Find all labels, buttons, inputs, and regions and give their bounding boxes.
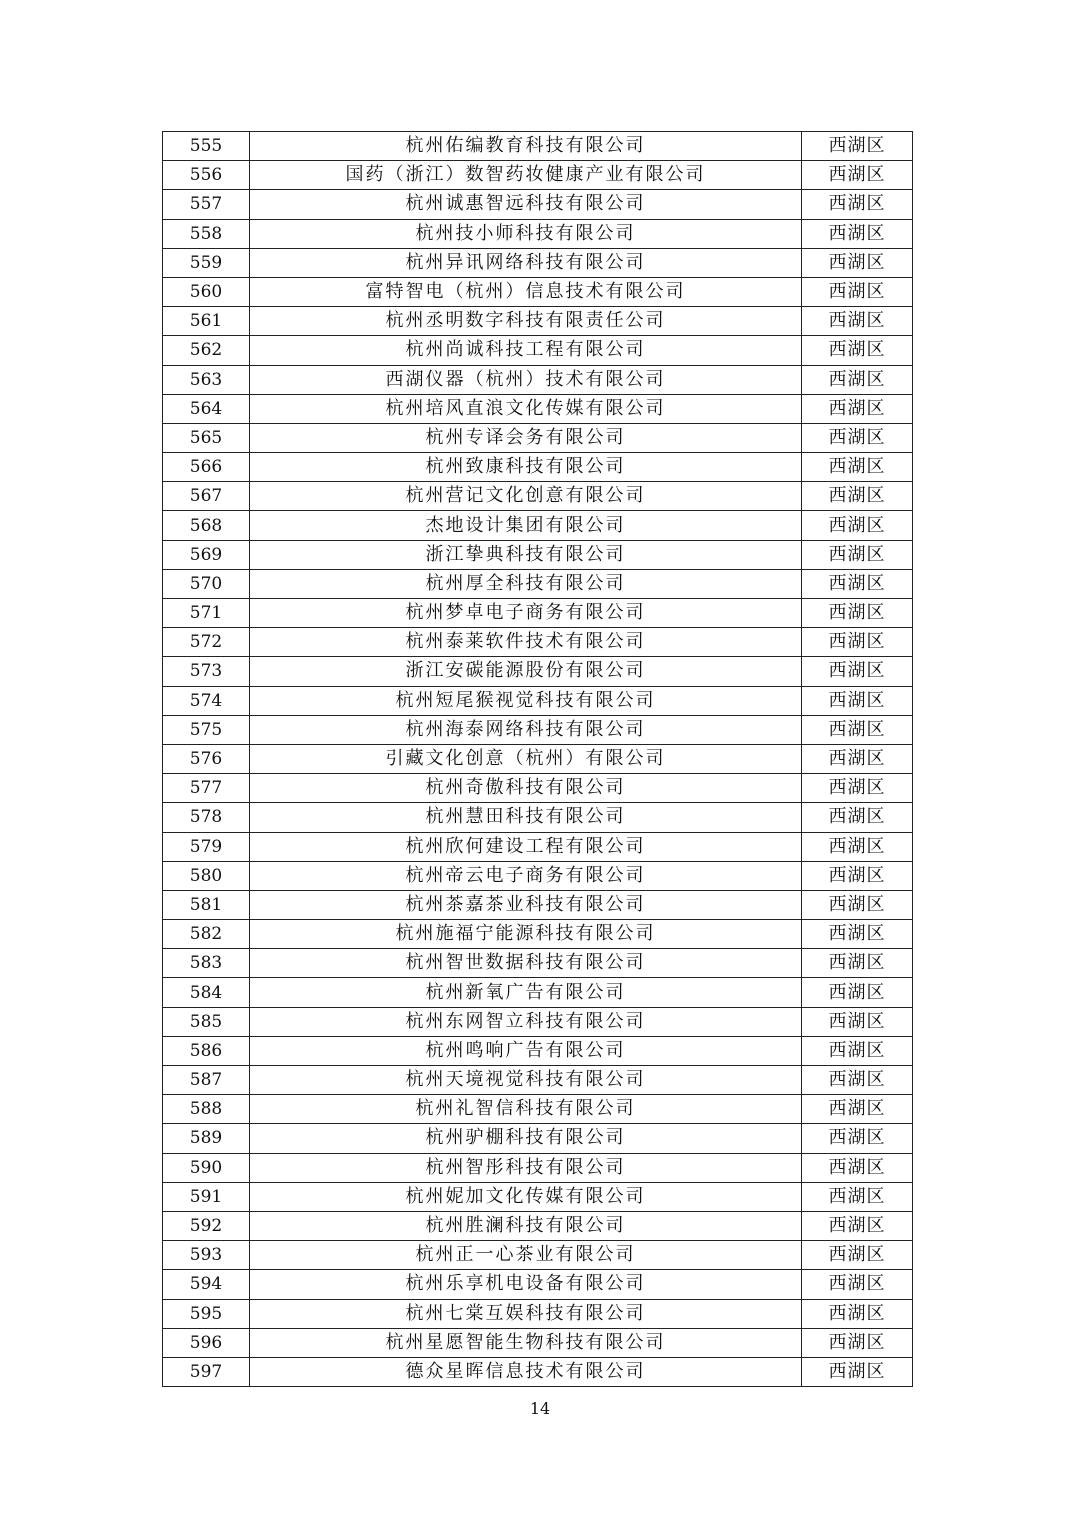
row-number: 596 [163,1328,250,1357]
row-number: 562 [163,336,250,365]
district: 西湖区 [802,219,913,248]
company-name: 杭州诚惠智远科技有限公司 [250,190,802,219]
district: 西湖区 [802,1299,913,1328]
table-row [163,540,913,569]
row-number: 584 [163,978,250,1007]
row-number: 571 [163,599,250,628]
company-name: 杭州技小师科技有限公司 [250,219,802,248]
company-name: 德众星晖信息技术有限公司 [250,1357,802,1386]
company-name: 西湖仪器（杭州）技术有限公司 [250,365,802,394]
company-name: 杰地设计集团有限公司 [250,511,802,540]
company-name: 杭州营记文化创意有限公司 [250,482,802,511]
company-list-table [162,131,913,1387]
district: 西湖区 [802,774,913,803]
district: 西湖区 [802,657,913,686]
district: 西湖区 [802,1153,913,1182]
district: 西湖区 [802,978,913,1007]
company-name: 杭州尚诚科技工程有限公司 [250,336,802,365]
row-number: 558 [163,219,250,248]
district: 西湖区 [802,365,913,394]
table-row [163,686,913,715]
company-name: 杭州星愿智能生物科技有限公司 [250,1328,802,1357]
table-row [163,219,913,248]
table-row [163,890,913,919]
company-name: 杭州胜澜科技有限公司 [250,1211,802,1240]
table-row [163,861,913,890]
company-name: 杭州奇傲科技有限公司 [250,774,802,803]
table-row [163,1328,913,1357]
table-row [163,1095,913,1124]
table-row [163,307,913,336]
company-name: 杭州专译会务有限公司 [250,423,802,452]
table-row [163,277,913,306]
row-number: 587 [163,1066,250,1095]
table-row [163,1182,913,1211]
company-name: 浙江安碳能源股份有限公司 [250,657,802,686]
district: 西湖区 [802,569,913,598]
table-row [163,1153,913,1182]
district: 西湖区 [802,1066,913,1095]
company-name: 杭州丞明数字科技有限责任公司 [250,307,802,336]
table-row [163,132,913,161]
row-number: 577 [163,774,250,803]
table-row [163,511,913,540]
row-number: 597 [163,1357,250,1386]
district: 西湖区 [802,1328,913,1357]
row-number: 566 [163,453,250,482]
table-row [163,803,913,832]
district: 西湖区 [802,628,913,657]
table-row [163,569,913,598]
table-row [163,365,913,394]
district: 西湖区 [802,1241,913,1270]
row-number: 572 [163,628,250,657]
company-name: 杭州鸣响广告有限公司 [250,1036,802,1065]
row-number: 570 [163,569,250,598]
row-number: 561 [163,307,250,336]
company-name: 浙江挚典科技有限公司 [250,540,802,569]
table-row [163,248,913,277]
table-row [163,832,913,861]
company-name: 杭州泰莱软件技术有限公司 [250,628,802,657]
row-number: 586 [163,1036,250,1065]
company-name: 杭州佑编教育科技有限公司 [250,132,802,161]
company-name: 富特智电（杭州）信息技术有限公司 [250,277,802,306]
district: 西湖区 [802,248,913,277]
company-name: 杭州梦卓电子商务有限公司 [250,599,802,628]
row-number: 595 [163,1299,250,1328]
row-number: 581 [163,890,250,919]
row-number: 583 [163,949,250,978]
table-row [163,161,913,190]
row-number: 563 [163,365,250,394]
company-name: 杭州正一心茶业有限公司 [250,1241,802,1270]
row-number: 559 [163,248,250,277]
company-name: 杭州礼智信科技有限公司 [250,1095,802,1124]
district: 西湖区 [802,453,913,482]
table-row [163,1211,913,1240]
company-name: 杭州培风直浪文化传媒有限公司 [250,394,802,423]
table-row [163,920,913,949]
table-row [163,949,913,978]
company-name: 杭州智世数据科技有限公司 [250,949,802,978]
district: 西湖区 [802,1357,913,1386]
company-name: 杭州天境视觉科技有限公司 [250,1066,802,1095]
row-number: 574 [163,686,250,715]
district: 西湖区 [802,132,913,161]
row-number: 567 [163,482,250,511]
row-number: 569 [163,540,250,569]
district: 西湖区 [802,423,913,452]
district: 西湖区 [802,861,913,890]
row-number: 576 [163,744,250,773]
district: 西湖区 [802,277,913,306]
district: 西湖区 [802,336,913,365]
row-number: 591 [163,1182,250,1211]
table-row [163,1270,913,1299]
district: 西湖区 [802,1270,913,1299]
district: 西湖区 [802,1007,913,1036]
table-row [163,1241,913,1270]
district: 西湖区 [802,540,913,569]
district: 西湖区 [802,307,913,336]
page-number: 14 [529,1399,551,1418]
table-row [163,394,913,423]
company-name: 杭州乐享机电设备有限公司 [250,1270,802,1299]
district: 西湖区 [802,599,913,628]
district: 西湖区 [802,715,913,744]
district: 西湖区 [802,890,913,919]
company-name: 杭州欣何建设工程有限公司 [250,832,802,861]
company-name: 引藏文化创意（杭州）有限公司 [250,744,802,773]
row-number: 565 [163,423,250,452]
district: 西湖区 [802,744,913,773]
company-list-table-container [162,131,912,1387]
row-number: 580 [163,861,250,890]
table-row [163,1066,913,1095]
district: 西湖区 [802,482,913,511]
company-name: 杭州新氧广告有限公司 [250,978,802,1007]
company-name: 杭州致康科技有限公司 [250,453,802,482]
district: 西湖区 [802,949,913,978]
row-number: 573 [163,657,250,686]
district: 西湖区 [802,394,913,423]
table-row [163,744,913,773]
row-number: 592 [163,1211,250,1240]
table-row [163,657,913,686]
row-number: 564 [163,394,250,423]
table-row [163,715,913,744]
row-number: 555 [163,132,250,161]
table-row [163,1007,913,1036]
district: 西湖区 [802,1124,913,1153]
row-number: 556 [163,161,250,190]
table-row [163,1299,913,1328]
district: 西湖区 [802,920,913,949]
row-number: 593 [163,1241,250,1270]
table-row [163,423,913,452]
district: 西湖区 [802,511,913,540]
row-number: 582 [163,920,250,949]
company-name: 杭州施福宁能源科技有限公司 [250,920,802,949]
company-name: 杭州帝云电子商务有限公司 [250,861,802,890]
district: 西湖区 [802,803,913,832]
district: 西湖区 [802,1036,913,1065]
company-name: 杭州慧田科技有限公司 [250,803,802,832]
company-name: 杭州海泰网络科技有限公司 [250,715,802,744]
table-row [163,628,913,657]
table-row [163,482,913,511]
table-row [163,336,913,365]
company-name: 杭州异讯网络科技有限公司 [250,248,802,277]
row-number: 575 [163,715,250,744]
table-row [163,774,913,803]
table-row [163,1036,913,1065]
row-number: 588 [163,1095,250,1124]
row-number: 589 [163,1124,250,1153]
company-name: 杭州茶嘉茶业科技有限公司 [250,890,802,919]
table-row [163,1124,913,1153]
company-name: 杭州厚全科技有限公司 [250,569,802,598]
company-name: 杭州东网智立科技有限公司 [250,1007,802,1036]
company-name: 杭州七棠互娱科技有限公司 [250,1299,802,1328]
row-number: 585 [163,1007,250,1036]
company-name: 杭州妮加文化传媒有限公司 [250,1182,802,1211]
company-list-body [163,132,913,1387]
table-row [163,1357,913,1386]
district: 西湖区 [802,832,913,861]
district: 西湖区 [802,190,913,219]
company-name: 杭州智彤科技有限公司 [250,1153,802,1182]
district: 西湖区 [802,161,913,190]
row-number: 557 [163,190,250,219]
company-name: 杭州短尾猴视觉科技有限公司 [250,686,802,715]
row-number: 579 [163,832,250,861]
row-number: 594 [163,1270,250,1299]
table-row [163,978,913,1007]
row-number: 560 [163,277,250,306]
district: 西湖区 [802,1211,913,1240]
table-row [163,453,913,482]
table-row [163,190,913,219]
company-name: 杭州驴棚科技有限公司 [250,1124,802,1153]
row-number: 590 [163,1153,250,1182]
district: 西湖区 [802,1095,913,1124]
district: 西湖区 [802,686,913,715]
district: 西湖区 [802,1182,913,1211]
row-number: 578 [163,803,250,832]
table-row [163,599,913,628]
company-name: 国药（浙江）数智药妆健康产业有限公司 [250,161,802,190]
row-number: 568 [163,511,250,540]
